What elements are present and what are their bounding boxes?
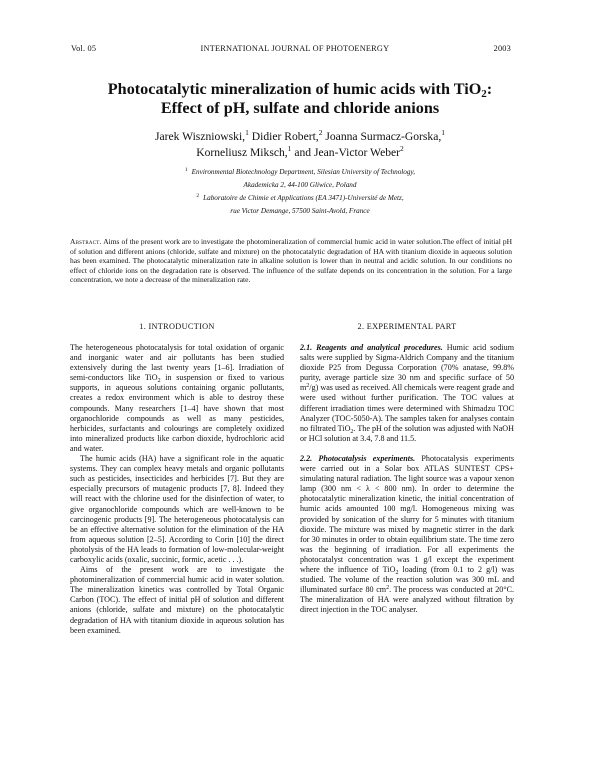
intro-paragraph-3: Aims of the present work are to investigate the photomineralization of commercial humic acid in water solution. The mineralization kinetics was controlled by Total Organic Carbon (TOC). The effect of initial pH of solution and different anions (chloride, sulfate and mixture) on the photocatalytic degradation of HA with titanium dioxide in aqueous solution has been examined. <box>70 565 284 635</box>
intro-paragraph-2: The humic acids (HA) have a significant role in the aquatic systems. They can complex heavy metals and organic pollutants such as pesticides, insecticides and herbicides [7]. But they are especially precursors of mutagenic products [7, 8]. Indeed they will react with the chlorine used for the disinfection of water, to give organochloride compounds which are well-known to be carcinogenic products [9]. The heterogeneous photocatalysis can be an effective alternative solution for the elimination of the HA from aqueous solution [2–5]. According to Corin [10] the direct photolysis of the HA leads to formation of low-molecular-weight carboxylic acids (oxalic, succinic, formic, acetic . . .). <box>70 454 284 564</box>
author-name: Didier Robert, <box>251 130 319 143</box>
left-column <box>70 322 284 636</box>
author-name: Joanna Surmacz-Gorska, <box>325 130 442 143</box>
intro-paragraph-1: The heterogeneous photocatalysis for total oxidation of organic and inorganic water and air pollutants has been studied extensively during the last twenty years [1–6]. Irradiation of semi-conductors like TiO$_2$ in suspension or fixed to various supports, in aqueous solutions containing organic pollutants, creates a redox environment which is able to destroy these compounds. Many researchers [1–4] have shown that most organochloride compounds as well as many pesticides, herbicides, surfactants and colourings are completely oxidized into mineralized products like carbon dioxide, hydrochloric acid and water. <box>70 343 284 453</box>
affiliation-1-line-1: $^1$ Environmental Biotechnology Department, Silesian University of Technology, <box>184 167 416 176</box>
abstract-text: Aims of the present work are to investigate the photomineralization of commercial humic acid in water solution.The effect of initial pH of solution and different anions (chloride, sulfate and mixture) on the photocatalytic degradation of HA with titanium dioxide in aqueous solution has been examined. The photocatalytic mineralization rate in alkaline solution is lower than in neutral and acidic solution. In our conditions no effect of chloride ions on the degradation rate is observed. The influence of the sulfate depends on its concentration in the solution. For a large concentration, we note a decrease of the mineralization rate. <box>70 237 512 285</box>
author-name: Jarek Wiszniowski, <box>154 130 246 143</box>
title-line-1: Photocatalytic mineralization of humic acids with TiO$_2$: <box>107 80 493 100</box>
section-heading-introduction: 1. INTRODUCTION <box>139 322 215 331</box>
right-column <box>300 322 514 615</box>
author-list: Jarek Wiszniowski,$^1$ Didier Robert,$^2$ Joanna Surmacz-Gorska,$^1$ Korneliusz Miksch,$^1$ and Jean-Victor Weber$^2$ <box>154 128 446 159</box>
title-line-2: Effect of pH, sulfate and chloride anions <box>160 99 440 117</box>
subsection-heading-photocatalysis: 2.2. Photocatalysis experiments. <box>300 453 416 463</box>
abstract <box>70 237 512 285</box>
affiliation-2-line-2: rue Victor Demange, 57500 Saint-Avold, France <box>230 207 370 215</box>
affiliations <box>60 166 540 218</box>
photocatalysis-paragraph: 2.2. Photocatalysis experiments. Photocatalysis experiments were carried out in a Solar box ATLAS SUNTEST CPS+ simulating natural radiation. The light source was a vapour xenon lamp (300 nm < λ < 800 nm). In order to determine the photocatalytic mineralization kinetic, the initial concentration of humic acids amounted 100 mg/l. Homogeneous mixing was provided by sonication of the slurry for 5 minutes with titanium dioxide. The mixture was mixed by magnetic stirrer in the dark for 30 minutes in order to obtain equilibrium state. The time zero was the beginning of irradiation. For all experiments the photocatalyst concentration was 1 g/l except the experiment where the influence of TiO$_2$ loading (from 0.1 to 2 g/l) was studied. The volume of the reaction solution was 300 mL and illuminated surface 80 $cm^2$. The process was conducted at 20°C. The mineralization of HA were analyzed without filtration by direct injection in the TOC analyser. <box>300 453 515 615</box>
volume-label: Vol. 05 <box>71 44 97 53</box>
author-name: Jean-Victor Weber <box>313 146 401 159</box>
section-heading-experimental: 2. EXPERIMENTAL PART <box>357 322 457 331</box>
author-name: Korneliusz Miksch, <box>196 146 288 159</box>
abstract-label: Abstract. <box>70 237 102 246</box>
reagents-paragraph: 2.1. Reagents and analytical procedures. Humic acid sodium salts were supplied by Sigma-Aldrich Company and the titanium dioxide P25 from Degussa Corporation (70% anatase, 99.8% purity, average particle size 30 nm and specific surface of 50 $m^2/g$) was used as received. All chemicals were reagent grade and were used without further purification. The TOC values at different irradiation times were determined with Shimadzu TOC Analyzer (TOC-5050-A). The samples taken for analyses contain no filtrated TiO$_2$. The pH of the solution was adjusted with NaOH or HCl solution at 3.4, 7.8 and 11.5. <box>300 343 514 443</box>
year-label: 2003 <box>493 44 511 53</box>
journal-name: INTERNATIONAL JOURNAL OF PHOTOENERGY <box>200 44 390 53</box>
subsection-heading-reagents: 2.1. Reagents and analytical procedures. <box>300 343 443 352</box>
paper-title <box>50 80 550 118</box>
running-header <box>71 44 511 53</box>
affiliation-1-line-2: Akademicka 2, 44-100 Gliwice, Poland <box>243 181 357 189</box>
affiliation-2-line-1: $^2$ Laboratoire de Chimie et Applications (EA 3471)-Université de Metz, <box>196 193 404 202</box>
